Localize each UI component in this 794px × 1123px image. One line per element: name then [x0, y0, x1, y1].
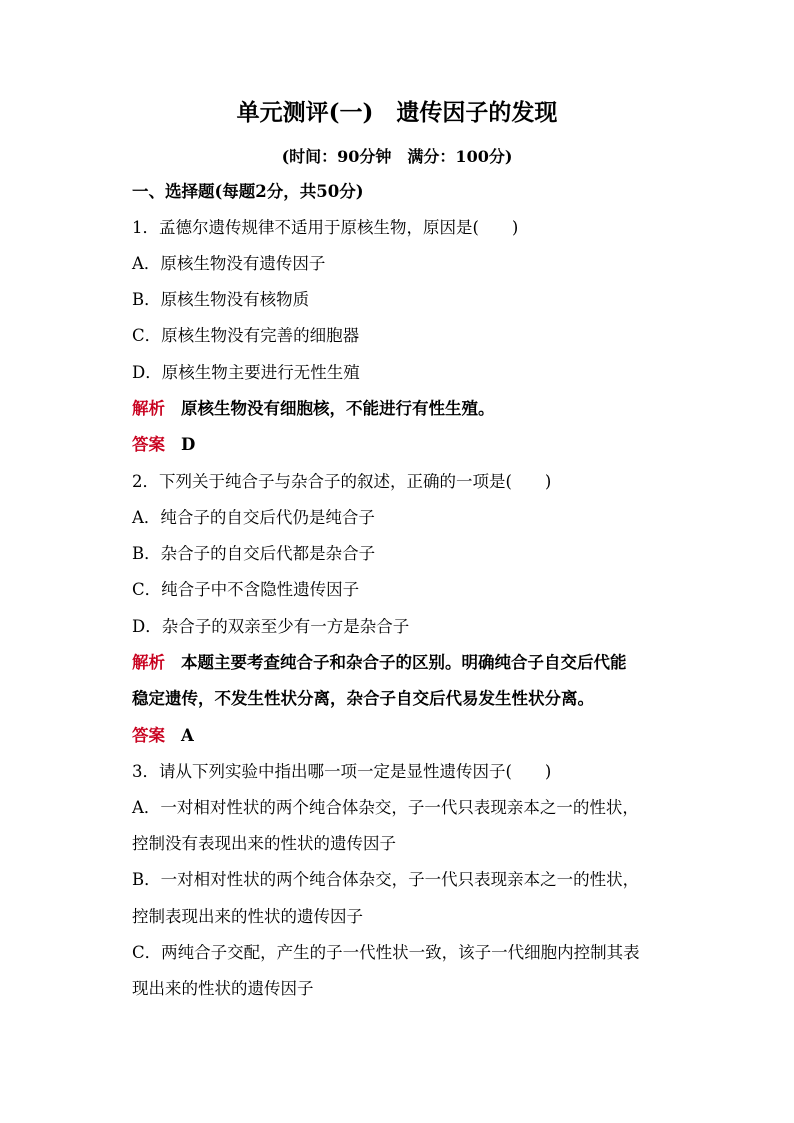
question-3-option-a-cont: 控制没有表现出来的性状的遗传因子: [132, 834, 396, 853]
question-2-analysis: [132, 652, 627, 674]
question-2-answer: [132, 725, 194, 747]
section-heading: 一、选择题(每题2分，共50分): [132, 182, 364, 201]
question-1-analysis: [132, 398, 495, 420]
question-2-option-a: A．纯合子的自交后代仍是纯合子: [132, 508, 375, 527]
question-3-option-b-cont: 控制表现出来的性状的遗传因子: [132, 907, 363, 926]
answer-value: A: [181, 726, 194, 745]
page-title: 单元测评(一) 遗传因子的发现: [236, 99, 558, 126]
analysis-text: 原核生物没有细胞核，不能进行有性生殖。: [181, 399, 495, 418]
analysis-label: 解析: [132, 653, 165, 672]
answer-label: 答案: [132, 726, 165, 745]
question-3-option-c: C．两纯合子交配，产生的子一代性状一致，该子一代细胞内控制其表: [132, 943, 640, 962]
question-1-option-c: C．原核生物没有完善的细胞器: [132, 326, 360, 345]
question-2-stem: 2．下列关于纯合子与杂合子的叙述，正确的一项是( ): [132, 472, 552, 491]
question-3-stem: 3．请从下列实验中指出哪一项一定是显性遗传因子( ): [132, 762, 552, 781]
answer-label: 答案: [132, 435, 165, 454]
question-3-option-a: A．一对相对性状的两个纯合体杂交，子一代只表现亲本之一的性状，: [132, 798, 639, 817]
question-3-option-b: B．一对相对性状的两个纯合体杂交，子一代只表现亲本之一的性状，: [132, 870, 640, 889]
question-1-option-a: A．原核生物没有遗传因子: [132, 254, 326, 273]
question-1-stem: 1．孟德尔遗传规律不适用于原核生物，原因是( ): [132, 218, 519, 237]
question-3-option-c-cont: 现出来的性状的遗传因子: [132, 979, 314, 998]
question-1-answer: [132, 434, 195, 456]
analysis-text: 本题主要考查纯合子和杂合子的区别。明确纯合子自交后代能: [181, 653, 627, 672]
question-2-analysis-cont: 稳定遗传，不发生性状分离，杂合子自交后代易发生性状分离。: [132, 689, 594, 708]
question-2-option-c: C．纯合子中不含隐性遗传因子: [132, 580, 360, 599]
question-2-option-b: B．杂合子的自交后代都是杂合子: [132, 544, 376, 563]
question-1-option-b: B．原核生物没有核物质: [132, 290, 310, 309]
answer-value: D: [181, 435, 196, 454]
question-2-option-d: D．杂合子的双亲至少有一方是杂合子: [132, 617, 410, 636]
question-1-option-d: D．原核生物主要进行无性生殖: [132, 363, 360, 382]
analysis-label: 解析: [132, 399, 165, 418]
exam-info: (时间：90分钟 满分：100分): [281, 147, 513, 166]
